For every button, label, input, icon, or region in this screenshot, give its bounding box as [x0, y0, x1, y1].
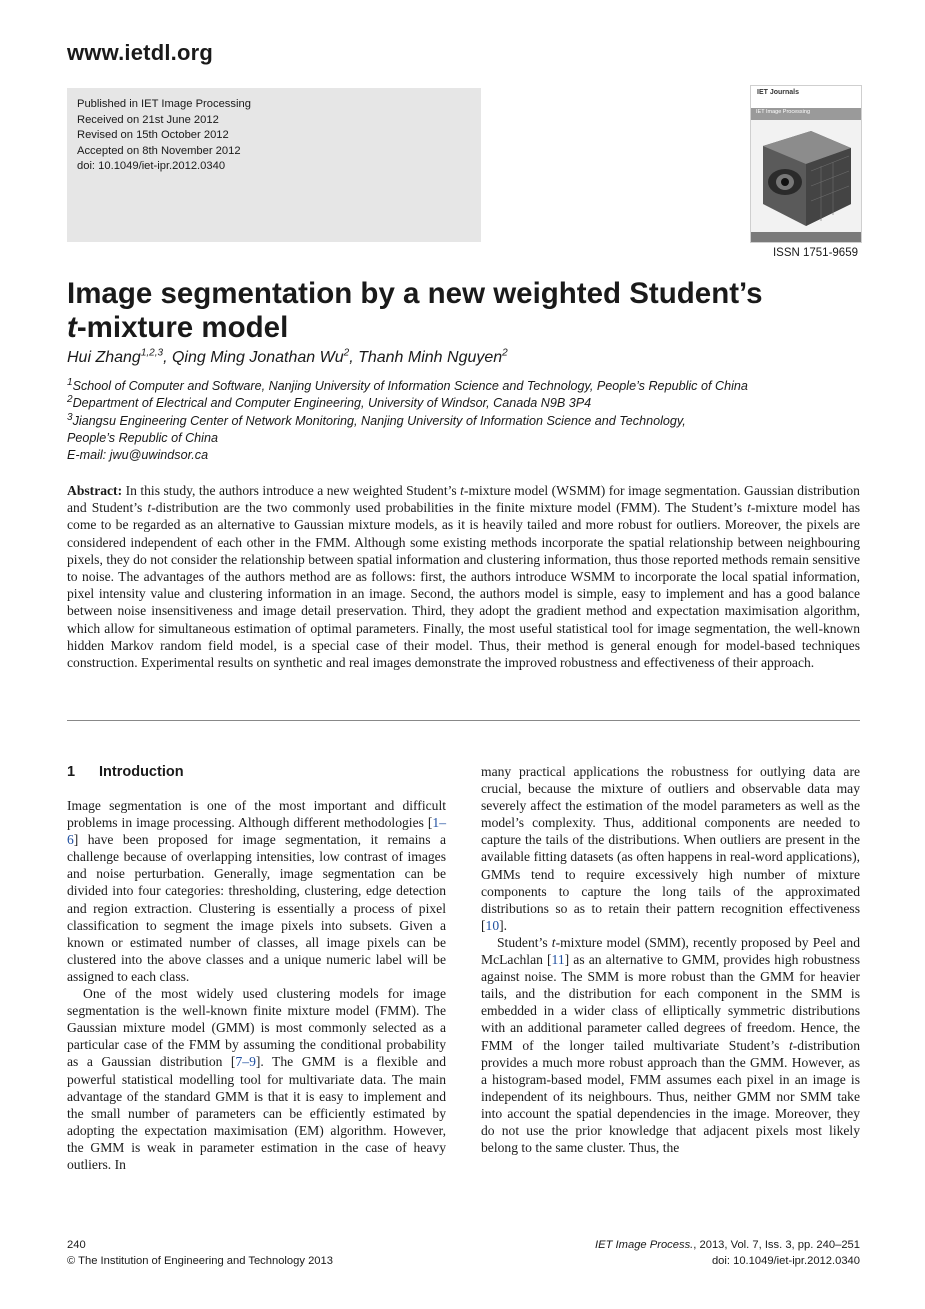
contact-email[interactable]: E-mail: jwu@uwindsor.ca	[67, 448, 209, 462]
citation-link[interactable]: 1–6	[67, 815, 446, 848]
copyright: © The Institution of Engineering and Technology 2013	[67, 1255, 333, 1267]
author-affiliation-sup: 2	[502, 347, 508, 359]
page-number: 240	[67, 1239, 86, 1251]
accepted-date: Accepted on 8th November 2012	[77, 144, 241, 157]
affiliation-1: $^1$School of Computer and Software, Nanjing University of Information Science and Technology, People’s Republic of China	[67, 376, 748, 393]
author-list: Hui Zhang$^{1,2,3}$, Qing Ming Jonathan Wu$^2$, Thanh Minh Nguyen$^2$	[67, 347, 508, 366]
body-column-right	[481, 763, 860, 1156]
citation-link[interactable]: 7–9	[235, 1054, 256, 1070]
paragraph: Student’s t-mixture model (SMM), recently proposed by Peel and McLachlan [11] as an alternative to GMM, provides high robustness against noise. The SMM is more robust than the GMM for heavier tails, and the distribution for each component in the SMM is embedded in a wider class of elliptically symmetric distributions with an additional parameter called degrees of freedom. Hence, the FMM of the longer tailed multivariate Student’s t-distribution provides a much more robust approach than the GMM. However, as a histogram-based model, FMM assumes each pixel in an image is independent of its neighbours. Thus, neither GMM nor SMM take into account the spatial dependencies in the image. Moreover, they do not use the prior knowledge that adjacent pixels most likely belong to the same cluster. Thus, the	[481, 934, 860, 1156]
article-title	[67, 277, 867, 345]
paragraph: Image segmentation is one of the most important and difficult problems in image processing. Although different methodologies [1–6] have been proposed for image segmentation, it remains a challenge because of overlapping intensities, low contrast of images and noise perturbation. Generally, image segmentation can be divided into four categories: thresholding, clustering, edge detection and region extraction. Clustering is essentially a process of pixel classification to segment the image pixels into subsets. Given a known or estimated number of classes, all image pixels can be clustered into the above classes and a unique numeric label will be assigned to each class.	[67, 798, 446, 984]
title-line-2: t-mixture model	[67, 311, 289, 344]
abstract-divider	[67, 720, 860, 721]
journal-cover-image	[750, 85, 862, 243]
issn: ISSN 1751-9659	[772, 247, 858, 259]
citation-link[interactable]: 10	[485, 917, 500, 933]
publication-info-box	[67, 88, 481, 242]
journal-citation: IET Image Process., 2013, Vol. 7, Iss. 3, pp. 240–251	[595, 1239, 860, 1251]
body-column-left	[67, 797, 446, 1173]
received-date: Received on 21st June 2012	[77, 113, 219, 126]
section-title: Introduction	[99, 764, 184, 780]
abstract-label: Abstract:	[67, 483, 123, 498]
paragraph: many practical applications the robustness for outlying data are crucial, because the mixture of outliers and observable data may severely affect the estimation of the model parameters as well as the model’s complexity. Thus, additional components are needed to capture the tails of the distributions. When outliers are present in the available fitting datasets (as often happens in real-word applications), GMMs tend to require excessively high number of mixture components to capture the long tails of the approximated distributions so as to retain their pattern recognition effectiveness [10].	[481, 764, 860, 933]
author-affiliation-sup: 2	[343, 347, 350, 359]
section-heading	[67, 764, 184, 780]
author-affiliation-sup: 1,2,3	[140, 347, 164, 359]
site-url[interactable]: www.ietdl.org	[67, 40, 214, 65]
paragraph: One of the most widely used clustering models for image segmentation is the well-known finite mixture model (FMM). The Gaussian mixture model (GMM) is most commonly selected as a particular case of the FMM by assuming the conditional probability as a Gaussian distribution [7–9]. The GMM is a flexible and powerful statistical modelling tool for multivariate data. The main advantage of the standard GMM is that it is easy to implement and the small number of parameters can be efficiently estimated by adopting the expectation maximisation (EM) algorithm. However, the GMM is weak in parameter estimation in the case of heavy outliers. In	[67, 986, 446, 1172]
author-name[interactable]: Hui Zhang	[67, 349, 141, 366]
cover-eye-cube-graphic	[751, 86, 861, 242]
author-name[interactable]: Qing Ming Jonathan Wu	[171, 349, 344, 366]
doi-header[interactable]: doi: 10.1049/iet-ipr.2012.0340	[77, 160, 226, 172]
author-name[interactable]: Thanh Minh Nguyen	[358, 349, 503, 366]
affiliation-2: $^2$Department of Electrical and Computer Engineering, University of Windsor, Canada N9B 3P4	[67, 393, 592, 410]
cover-journal: IET Image Processing	[756, 109, 811, 115]
doi-footer[interactable]: doi: 10.1049/iet-ipr.2012.0340	[711, 1255, 860, 1267]
affiliation-3: $^3$Jiangsu Engineering Center of Network Monitoring, Nanjing University of Information Science and Technology,	[67, 411, 686, 428]
citation-link[interactable]: 11	[551, 952, 565, 968]
abstract: Abstract: In this study, the authors introduce a new weighted Student’s t-mixture model (WSMM) for image segmentation. Gaussian distribution and Student’s t-distribution are the two commonly used probabilities in the finite mixture model (FMM). The Student’s t-mixture model has come to be regarded as an alternative to Gaussian mixture models, as it is heavily tailed and more robust for outliers. Moreover, the pixels are considered independent of each other in the FMM. Although some existing methods incorporate the spatial relationship between neighbouring pixels, they do not consider the relationship between spatial information and clustering information, thus those reported methods remain sensitive to noise. The advantages of the authors method are as follows: first, the authors introduce WSMM to incorporate the local spatial information, pixel intensity value and clustering information in an image. Second, the authors model is simple, easy to implement and has a good balance between noise insensitiveness and image detail preservation. Third, they adopt the gradient method and expectation maximisation algorithm, which allow for simultaneous estimation of optimal parameters. Finally, the most useful statistical tool for image segmentation, the well-known hidden Markov random field model, is a special case of their model. Thus, their method is general enough for model-based techniques construction. Experimental results on synthetic and real images demonstrate the improved robustness and effectiveness of their approach.	[67, 483, 860, 671]
section-number: 1	[67, 764, 76, 780]
published-in: Published in IET Image Processing	[77, 98, 251, 110]
affiliation-3-cont: People’s Republic of China	[67, 431, 218, 445]
cover-brand: IET Journals	[757, 89, 800, 96]
revised-date: Revised on 15th October 2012	[77, 129, 229, 141]
title-line-1: Image segmentation by a new weighted Student’s	[67, 277, 763, 310]
